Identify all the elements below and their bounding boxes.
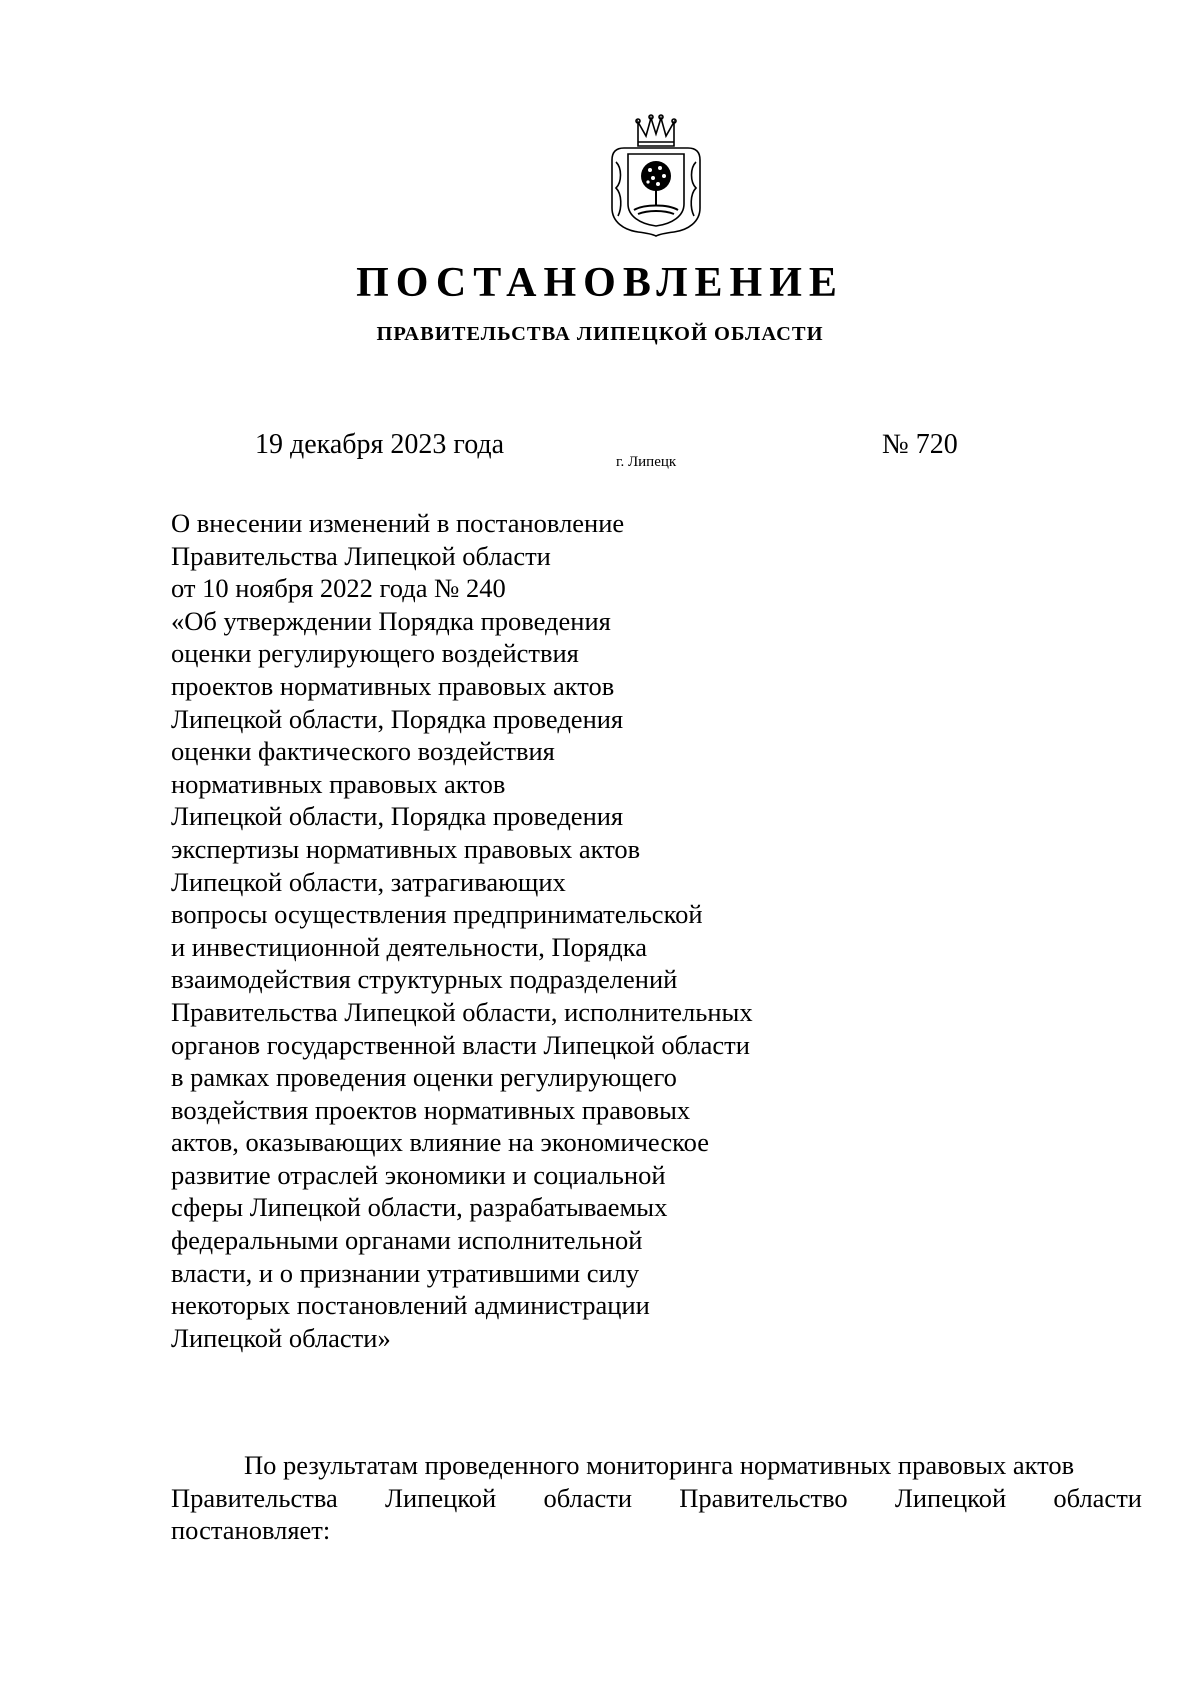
title-line: Липецкой области» <box>171 1322 391 1353</box>
coat-of-arms-emblem <box>608 112 704 238</box>
document-type-heading: ПОСТАНОВЛЕНИЕ <box>356 260 844 306</box>
body-line <box>171 1482 1142 1515</box>
title-line: развитие отраслей экономики и социальной <box>171 1159 666 1190</box>
title-line: органов государственной власти Липецкой области <box>171 1029 750 1060</box>
title-line: оценки фактического воздействия <box>171 736 555 767</box>
title-line: власти, и о признании утратившими силу <box>171 1257 640 1288</box>
title-line: Липецкой области, Порядка проведения <box>171 801 624 832</box>
title-line: в рамках проведения оценки регулирующего <box>171 1062 677 1093</box>
title-line: сферы Липецкой области, разрабатываемых <box>171 1192 668 1223</box>
body-word: Правительство <box>679 1482 848 1513</box>
title-line: Правительства Липецкой области, исполнительных <box>171 996 753 1027</box>
body-word: области <box>1053 1482 1142 1513</box>
title-line: оценки регулирующего воздействия <box>171 638 579 669</box>
issuing-authority: ПРАВИТЕЛЬСТВА ЛИПЕЦКОЙ ОБЛАСТИ <box>376 323 824 345</box>
title-line: вопросы осуществления предпринимательской <box>171 899 703 930</box>
title-line: от 10 ноября 2022 года № 240 <box>171 573 506 604</box>
title-line: экспертизы нормативных правовых актов <box>171 833 641 864</box>
title-line: актов, оказывающих влияние на экономическое <box>171 1127 709 1158</box>
title-line: Правительства Липецкой области <box>171 540 551 571</box>
body-word: Липецкой <box>894 1482 1007 1513</box>
body-word: области <box>543 1482 633 1513</box>
title-line: нормативных правовых актов <box>171 768 506 799</box>
title-line: Липецкой области, затрагивающих <box>171 866 566 897</box>
document-title <box>171 507 871 1354</box>
title-line: и инвестиционной деятельности, Порядка <box>171 931 648 962</box>
body-word: Правительства <box>171 1482 338 1513</box>
title-line: «Об утверждении Порядка проведения <box>171 605 611 636</box>
body-line: По результатам проведенного мониторинга нормативных правовых актов <box>244 1450 1075 1480</box>
body-line: постановляет: <box>171 1515 331 1546</box>
title-line: О внесении изменений в постановление <box>171 508 625 538</box>
title-line: некоторых постановлений администрации <box>171 1290 650 1321</box>
title-line: воздействия проектов нормативных правовых <box>171 1094 691 1125</box>
document-place: г. Липецк <box>616 454 677 470</box>
title-line: федеральными органами исполнительной <box>171 1225 643 1256</box>
title-line: Липецкой области, Порядка проведения <box>171 703 624 734</box>
title-line: взаимодействия структурных подразделений <box>171 964 678 995</box>
title-line: проектов нормативных правовых актов <box>171 670 615 701</box>
document-date: 19 декабря 2023 года <box>255 429 505 460</box>
body-word: Липецкой <box>384 1482 497 1513</box>
body-paragraph <box>171 1449 1142 1547</box>
document-number: № 720 <box>882 429 958 460</box>
